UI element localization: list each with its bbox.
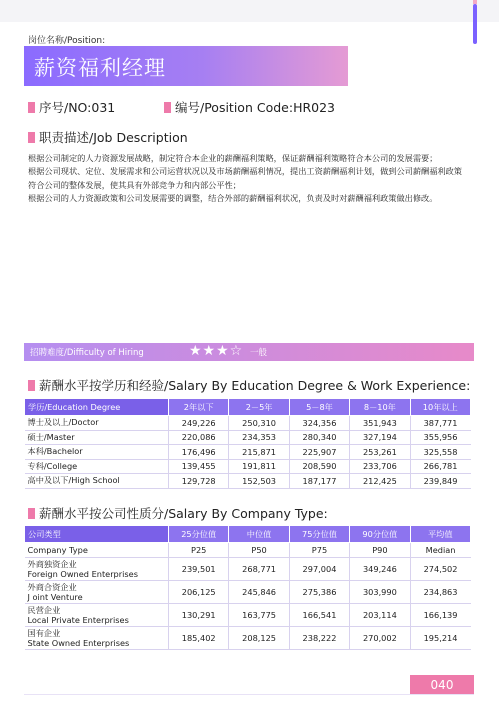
table-cell: 206,125 [169,581,229,604]
table-cell: P50 [229,543,289,558]
table-cell: 博士及以上/Doctor [25,416,169,431]
table-cell: 253,261 [350,445,410,460]
company-type-en: Foreign Owned Enterprises [27,569,138,579]
table-row [25,581,471,604]
table-cell: 185,402 [169,627,229,650]
top-bar [0,0,499,22]
table-cell: 专科/College [25,459,169,474]
table-row [25,627,471,650]
column-header: 学历/Education Degree [25,399,169,416]
column-header: 75分位值 [289,526,349,543]
column-header: 2－5年 [229,399,289,416]
company-salary-table [24,525,471,650]
table-cell: 325,558 [410,445,470,460]
table-cell: P25 [169,543,229,558]
title-band [24,46,348,86]
table-cell [25,581,169,604]
table-cell: 324,356 [289,416,349,431]
page-number: 040 [410,675,474,695]
company-type-cn: 民营企业 [27,604,61,615]
table-cell [25,627,169,650]
table-cell [25,558,169,581]
table-cell: 238,222 [289,627,349,650]
table-row [25,445,471,460]
position-number-text: 序号/NO:031 [39,100,116,115]
table-cell: 152,503 [229,474,289,489]
education-heading [28,376,470,394]
position-code [164,98,335,116]
table-row [25,430,471,445]
table-cell: 本科/Bachelor [25,445,169,460]
company-type-en: State Owned Enterprises [27,638,130,648]
table-row [25,459,471,474]
table-cell: 270,002 [350,627,410,650]
education-heading-text: 薪酬水平按学历和经验/Salary By Education Degree & Work Experience: [39,378,471,393]
table-cell: 191,811 [229,459,289,474]
table-cell [25,604,169,627]
table-cell: 275,386 [289,581,349,604]
position-number [28,98,115,116]
column-header: 90分位值 [350,526,410,543]
company-type-en: Local Private Enterprises [27,615,129,625]
table-cell: 215,871 [229,445,289,460]
page-title: 薪资福利经理 [34,56,166,80]
table-cell: 250,310 [229,416,289,431]
table-cell: 高中及以下/High School [25,474,169,489]
table-row [25,558,471,581]
duty-heading-text: 职责描述/Job Description [39,130,188,145]
table-cell: 387,771 [410,416,470,431]
table-cell: 187,177 [289,474,349,489]
table-cell: 208,125 [229,627,289,650]
company-heading-text: 薪酬水平按公司性质分/Salary By Company Type: [39,506,328,521]
company-type-cn: 外商合资企业 [27,581,77,592]
table-cell: P90 [350,543,410,558]
table-cell: 硕士/Master [25,430,169,445]
section-marker [28,508,35,519]
column-header: 10年以上 [410,399,470,416]
table-cell: 225,907 [289,445,349,460]
table-cell: 233,706 [350,459,410,474]
column-header: 中位值 [229,526,289,543]
table-cell: 297,004 [289,558,349,581]
table-cell: 166,139 [410,604,470,627]
table-cell: 249,226 [169,416,229,431]
table-cell: 130,291 [169,604,229,627]
table-cell: 239,501 [169,558,229,581]
duty-line: 根据公司现状、定位、发展需求和公司运营状况以及市场薪酬福利情况，提出工资薪酬福利计划，做到公司薪酬福利政策 [28,166,462,177]
difficulty-bar [24,343,474,361]
table-cell: 351,943 [350,416,410,431]
table-cell: 280,340 [289,430,349,445]
table-subheader-row [25,543,471,558]
company-type-cn: 国有企业 [27,627,61,638]
table-cell: 355,956 [410,430,470,445]
table-cell: 212,425 [350,474,410,489]
table-cell: 176,496 [169,445,229,460]
company-heading [28,504,328,522]
duty-description [28,152,474,206]
table-cell: Median [410,543,470,558]
section-marker [28,102,35,113]
position-code-text: 编号/Position Code:HR023 [175,100,336,115]
table-cell: 195,214 [410,627,470,650]
company-type-en: J oint Venture [27,592,83,602]
duty-heading [28,128,188,146]
table-cell: 239,849 [410,474,470,489]
position-label: 岗位名称/Position: [28,36,106,46]
duty-line: 符合公司的整体发展，使其具有外部竞争力和内部公平性； [28,179,241,190]
table-header-row [25,399,471,416]
difficulty-stars: ★★★☆ [189,343,244,359]
duty-line: 根据公司的人力资源政策和公司发展需要的调整，结合外部的薪酬福利状况，负责及时对薪酬福利政策做出修改。 [28,193,438,204]
table-header-row [25,526,471,543]
difficulty-level: 一般 [250,348,268,358]
table-cell: P75 [289,543,349,558]
table-cell: 234,863 [410,581,470,604]
table-cell: 266,781 [410,459,470,474]
company-type-cn: 外商独资企业 [27,558,77,569]
duty-line: 根据公司制定的人力资源发展战略，制定符合本企业的薪酬福利策略，保证薪酬福利策略符合本公司的发展需要； [28,153,438,163]
difficulty-label: 招聘难度/Difficulty of Hiring [30,348,144,358]
table-cell: 163,775 [229,604,289,627]
table-cell: 166,541 [289,604,349,627]
table-cell: 139,455 [169,459,229,474]
column-header: 5－8年 [289,399,349,416]
table-cell: 234,353 [229,430,289,445]
column-header: 8－10年 [350,399,410,416]
table-row [25,416,471,431]
table-cell: 208,590 [289,459,349,474]
section-marker [28,380,35,391]
table-cell: 220,086 [169,430,229,445]
table-cell: 203,114 [350,604,410,627]
table-cell: 268,771 [229,558,289,581]
top-purple-mark [473,4,477,44]
column-header: 25分位值 [169,526,229,543]
table-cell: 327,194 [350,430,410,445]
table-row [25,604,471,627]
section-marker [164,102,171,113]
table-cell: 245,846 [229,581,289,604]
column-header: 公司类型 [25,526,169,543]
table-cell: 349,246 [350,558,410,581]
table-cell: 274,502 [410,558,470,581]
table-cell: Company Type [25,543,169,558]
table-row [25,474,471,489]
column-header: 2年以下 [169,399,229,416]
bottom-divider [24,694,474,695]
education-salary-table [24,398,471,489]
section-marker [28,132,35,143]
table-cell: 129,728 [169,474,229,489]
table-cell: 303,990 [350,581,410,604]
column-header: 平均值 [410,526,470,543]
